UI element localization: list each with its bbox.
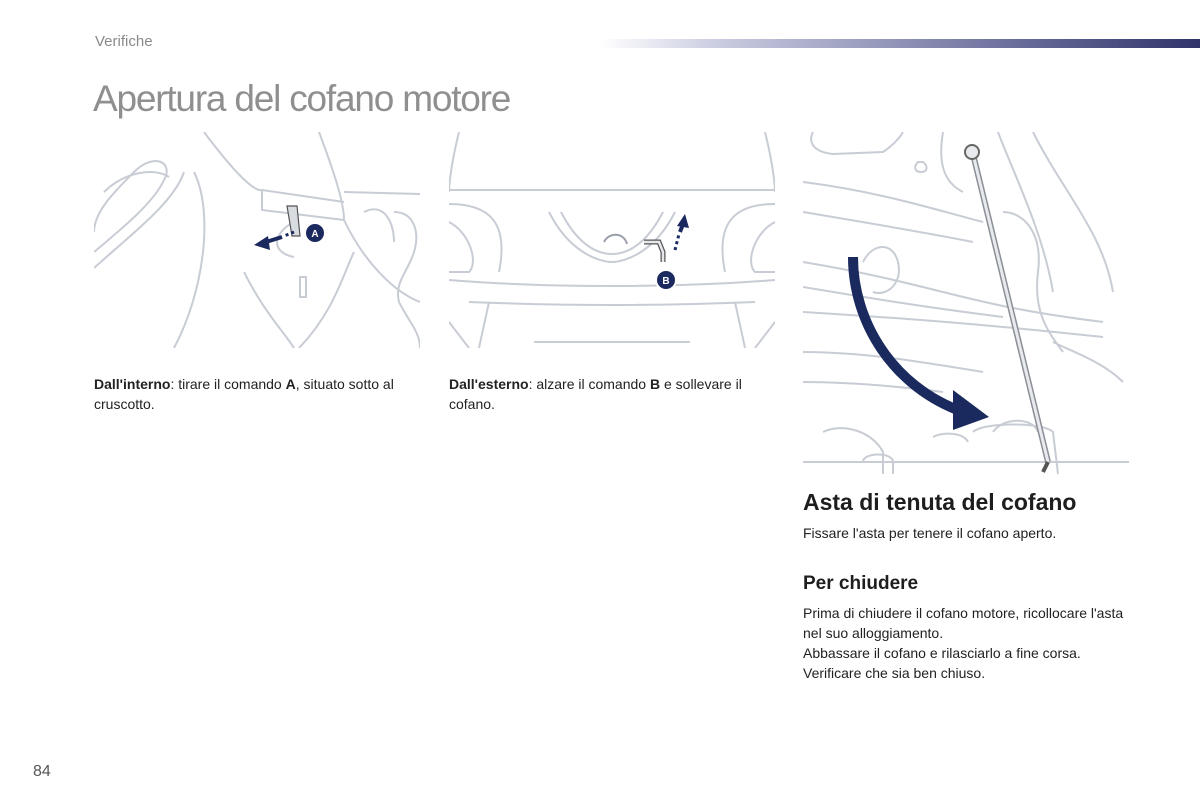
caption-exterior-text-1: : alzare il comando xyxy=(528,376,650,392)
closing-text xyxy=(803,603,1133,683)
interior-release-illustration xyxy=(94,132,420,348)
caption-exterior-text-2: e sollevare il cofano. xyxy=(449,376,742,412)
header-bar xyxy=(600,39,1200,48)
caption-exterior-label: Dall'esterno xyxy=(449,376,529,392)
caption-exterior-control: B xyxy=(649,376,661,392)
closing-line-1: Prima di chiudere il cofano motore, ricollocare l'asta nel suo alloggiamento. xyxy=(803,605,1124,641)
section-label: Verifiche xyxy=(95,33,153,50)
caption-interior-control: A xyxy=(285,376,296,392)
caption-interior-text-2: , situato sotto al cruscotto. xyxy=(94,376,394,412)
closing-heading: Per chiudere xyxy=(803,573,919,594)
exterior-release-illustration xyxy=(449,132,775,348)
caption-interior-label: Dall'interno xyxy=(94,376,171,392)
page-title: Apertura del cofano motore xyxy=(93,78,511,119)
interior-caption xyxy=(94,374,424,414)
callout-a-label: A xyxy=(311,229,319,240)
page-number: 84 xyxy=(33,763,51,780)
closing-line-3: Verificare che sia ben chiuso. xyxy=(803,665,986,681)
closing-line-2: Abbassare il cofano e rilasciarlo a fine corsa. xyxy=(803,645,1081,661)
prop-rod-heading: Asta di tenuta del cofano xyxy=(803,489,1077,515)
caption-interior-text-1: : tirare il comando xyxy=(170,376,286,392)
prop-rod-paragraph: Fissare l'asta per tenere il cofano aperto. xyxy=(803,525,1057,541)
prop-rod-illustration xyxy=(803,132,1129,474)
prop-rod-text xyxy=(803,523,1133,543)
callout-b-label: B xyxy=(662,276,670,287)
exterior-caption xyxy=(449,374,779,414)
